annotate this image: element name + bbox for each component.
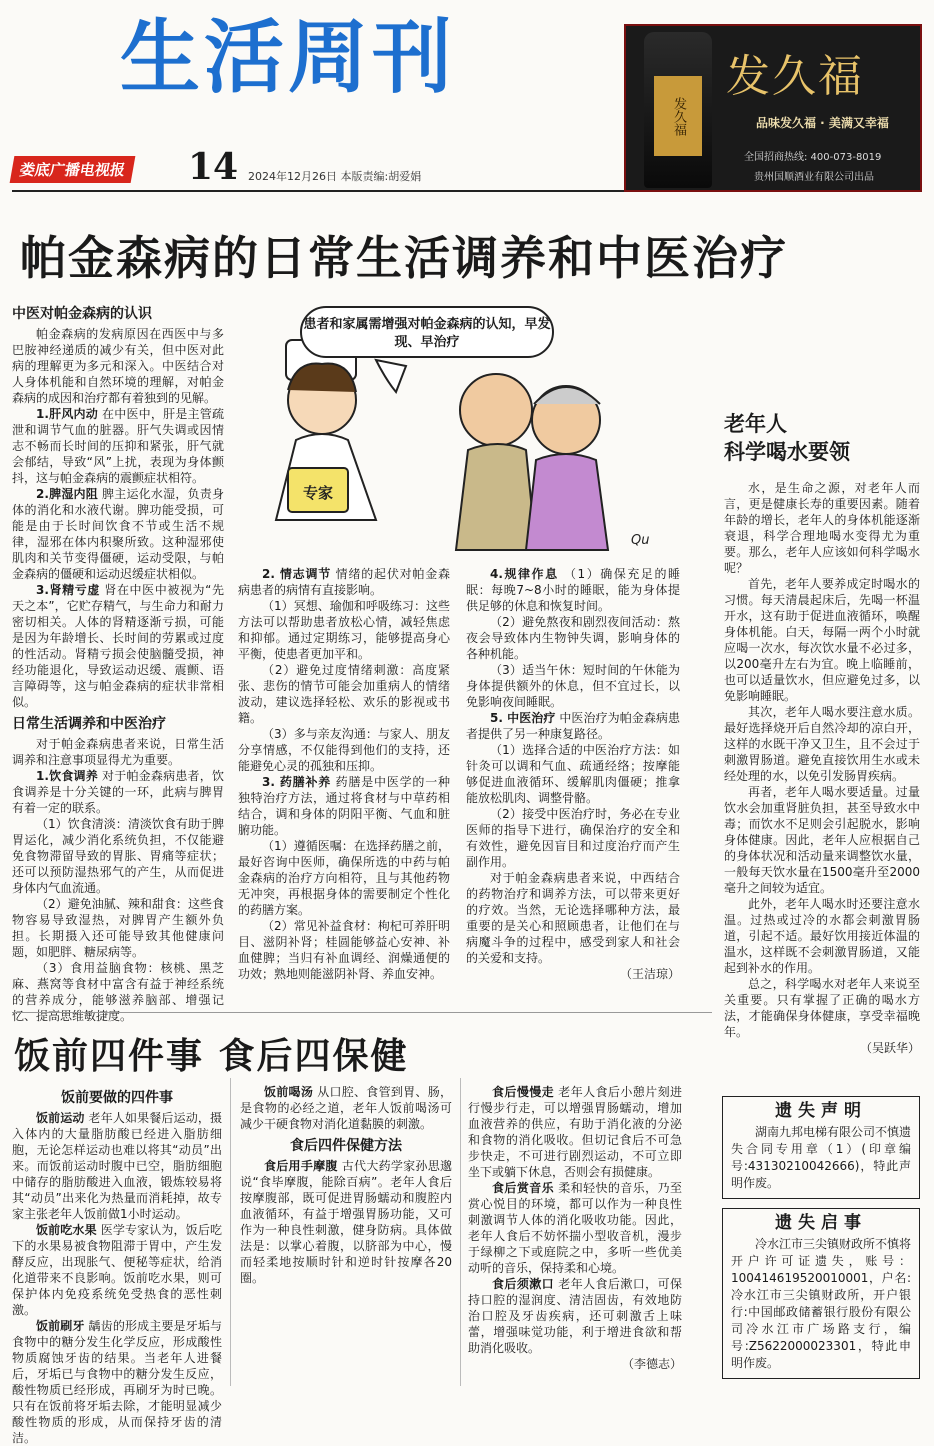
paragraph: 1.饮食调养 对于帕金森病患者，饮食调养是十分关键的一环，此病与脾胃有着一定的联系。 [12,769,224,815]
paragraph: 首先，老年人要养成定时喝水的习惯。每天清晨起床后，先喝一杯温开水，这有助于促进血液循环，唤醒身体机能。白天，每隔一两个小时就应喝一次水，每次饮水量不必过多，以200毫升左右为宜。晚上临睡前，也可以适量饮水，但应避免过多，以免影响睡眠。 [724,577,920,703]
article-headline: 帕金森病的日常生活调养和中医治疗 [20,231,788,285]
article3-byline: （李德志） [621,1357,682,1371]
paragraph: 2.脾湿内阻 脾主运化水湿，负责身体的消化和水液代谢。脾功能受损，可能是由于长时间饮食不节或生活不规律，湿邪在体内积聚所致。这种湿邪使肌肉和关节变得僵硬，运动受限，与帕金森病的僵硬和运动迟缓症状相似。 [12,487,224,581]
notice-title: 遗失声明 [775,1101,867,1121]
expert-sign-label: 专家 [302,484,334,502]
article2-title: 老年人 科学喝水要领 [724,412,850,464]
cartoon-signature: Qu [631,533,650,548]
masthead-title: 生活周刊 [120,11,456,104]
paragraph: （1）遵循医嘱：在选择药膳之前，最好咨询中医师，确保所选的中药与帕金森病的治疗方向相符，且与其他药物无冲突，再根据身体的需要制定个性化的药膳方案。 [238,839,450,917]
article3-column-1 [12,1084,222,1446]
dateline: 2024年12月26日 本版责编:胡爱娟 [248,170,422,183]
paragraph: （2）避免油腻、辣和甜食：这些食物容易导致湿热，对脾胃产生额外负担。长期摄入还可能导致其他健康问题，如肥胖、糖尿病等。 [12,897,224,959]
ad-maker: 贵州国顺酒业有限公司出品 [754,172,874,183]
paragraph: 其次，老年人喝水要注意水质。最好选择烧开后自然冷却的凉白开，这样的水既干净又卫生，且不会过于刺激胃肠道。避免直接饮用生水或未经处理的水，以免引发肠胃疾病。 [724,705,920,783]
article1-column-2 [238,566,450,982]
newspaper-brand: 娄底广播电视报 [10,156,136,183]
paragraph: 对于帕金森病患者来说，日常生活调养和注意事项显得尤为重要。 [12,737,224,767]
column-rule [230,1078,231,1386]
section-heading: 饭前要做的四件事 [61,1090,173,1106]
page-number: 14 [188,146,239,188]
paragraph: 4.规律作息 （1）确保充足的睡眠：每晚7~8小时的睡眠，能为身体提供足够的休息和恢复时间。 [466,567,680,613]
article3-column-2 [240,1084,452,1286]
paragraph: 帕金森病的发病原因在西医中与多巴胺神经递质的减少有关，但中医对此病的理解更为多元和深入。中医结合对人身体机能和自然环境的理解，对帕金森病的成因和治疗都有着独到的见解。 [12,327,224,405]
paragraph: （1）冥想、瑜伽和呼吸练习：这些方法可以帮助患者放松心情，减轻焦虑和抑郁。通过定期练习，能够提高身心平衡，使患者更加平和。 [238,599,450,661]
ad-slogan: 品味发久福 · 美满又幸福 [756,116,889,130]
lost-seal-notice [722,1096,920,1199]
paragraph: 1.肝风内动 在中医中，肝是主管疏泄和调节气血的脏器。肝气失调或因情志不畅而长时间的压抑和紧张，肝气就会郁结，导致“风”上扰，表现为身体颤抖，这与帕金森病的震颤症状相符。 [12,407,224,485]
paragraph: 3. 药膳补养 药膳是中医学的一种独特治疗方法，通过将食材与中草药相结合，调和身体的阴阳平衡、气血和脏腑功能。 [238,775,450,837]
column-rule [460,1078,461,1386]
paragraph: （3）食用益脑食物：核桃、黑芝麻、燕窝等食材中富含有益于神经系统的营养成分，能够滋养脑部、增强记忆、提高思维敏捷度。 [12,961,224,1023]
paragraph: 食后须漱口 老年人食后漱口，可保持口腔的湿润度、清洁固齿，有效地防治口腔及牙齿疾病，还可刺激舌上味蕾，增强味觉功能，利于增进食欲和帮助消化吸收。 [468,1277,682,1355]
article3-column-3 [468,1084,682,1372]
ad-hotline: 全国招商热线: 400-073-8019 [744,152,882,163]
paragraph: 对于帕金森病患者来说，中西结合的药物治疗和调养方法，可以带来更好的疗效。当然，无论选择哪种方法，最重要的是关心和照顾患者，让他们在与病魔斗争的过程中，感受到家人和社会的关爱和支持。 [466,871,680,965]
notice-body: 冷水江市三尖镇财政所不慎将开户许可证遗失，账号：100414619520010001，户名:冷水江市三尖镇财政所，开户银行:中国邮政储蓄银行股份有限公司冷水江市广场路支行，编号:Z5622000023301，特此申明作废。 [731,1237,912,1370]
paragraph: 5. 中医治疗 中医治疗为帕金森病患者提供了另一种康复路径。 [466,711,680,741]
paragraph: （2）避免熬夜和剧烈夜间活动：熬夜会导致体内生物钟失调，影响身体的各种机能。 [466,615,680,661]
paragraph: 再者，老年人喝水要适量。过量饮水会加重肾脏负担，甚至导致水中毒；而饮水不足则会引起脱水，影响身体健康。因此，老年人应根据自己的身体状况和活动量来调整饮水量，一般每天饮水量在1500毫升至2000毫升之间较为适宜。 [724,785,920,895]
notice-body: 湖南九邦电梯有限公司不慎遗失合同专用章（1）(印章编号:43130210042666)，特此声明作废。 [731,1125,912,1190]
section-heading: 食后四件保健方法 [290,1138,402,1154]
paragraph: 食后慢慢走 老年人食后小憩片刻进行慢步行走，可以增强胃肠蠕动，增加血液营养的供应，有助于消化液的分泌和食物的消化吸收。但切记食后不可急步快走，不可进行剧烈运动，不可立即坐下或躺下休息，否则会有损健康。 [468,1085,682,1179]
paragraph: （2）接受中医治疗时，务必在专业医师的指导下进行，确保治疗的安全和有效性，避免因盲目和过度治疗而产生副作用。 [466,807,680,869]
lost-permit-notice [722,1208,920,1379]
paragraph: 2. 情志调节 情绪的起伏对帕金森病患者的病情有直接影响。 [238,567,450,597]
bottle-image [644,32,712,188]
bottle-label: 发久福 [654,76,702,156]
cartoon-speech-bubble: 患者和家属需增强对帕金森病的认知，早发现、早治疗 [300,306,554,358]
paragraph: （1）选择合适的中医治疗方法：如针灸可以调和气血、疏通经络；按摩能够促进血液循环、缓解肌肉僵硬；推拿能放松肌肉、调整骨骼。 [466,743,680,805]
liquor-advertisement [624,24,922,192]
paragraph: 饭前刷牙 龋齿的形成主要是牙垢与食物中的糖分发生化学反应，形成酸性物质腐蚀牙齿的结果。当老年人进餐后，牙垢已与食物中的糖分发生反应，酸性物质已经形成，再刷牙为时已晚。只有在饭前将牙垢去除，才能明显减少酸性物质的形成，从而保持牙齿的清洁。 [12,1319,222,1445]
paragraph: （3）适当午休：短时间的午休能为身体提供额外的休息，但不宜过长，以免影响夜间睡眠。 [466,663,680,709]
paragraph: 饭前喝汤 从口腔、食管到胃、肠，是食物的必经之道，老年人饭前喝汤可减少干硬食物对消化道黏膜的刺激。 [240,1085,452,1131]
paragraph: 总之，科学喝水对老年人来说至关重要。只有掌握了正确的喝水方法，才能确保身体健康，享受幸福晚年。 [724,977,920,1039]
section-heading: 中医对帕金森病的认识 [12,306,152,322]
paragraph: 饭前吃水果 医学专家认为，饭后吃下的水果易被食物阻滞于胃中，产生发酵反应，出现胀气、便秘等症状，给消化道带来不良影响。饭前吃水果，则可保护体内免疫系统免受热食的恶性刺激。 [12,1223,222,1317]
article1-column-3 [466,566,680,982]
paragraph: 食后赏音乐 柔和轻快的音乐，乃至赏心悦目的环境，都可以作为一种良性刺激调节人体的消化吸收功能。因此，老年人食后不妨怀揣小型收音机，漫步于绿柳之下或庭院之中，多听一些优美动听的音乐，保持柔和心境。 [468,1181,682,1275]
article3-headline: 饭前四件事 食后四保健 [14,1036,409,1077]
paragraph: （2）常见补益食材：枸杞可养肝明目、滋阴补肾；桂圆能够益心安神、补血健脾；当归有补血调经、润燥通便的功效；熟地则能滋阴补肾、养血安神。 [238,919,450,981]
article2-byline: （吴跃华） [859,1041,920,1055]
paragraph: 此外，老年人喝水时还要注意水温。过热或过冷的水都会刺激胃肠道，引起不适。最好饮用接近体温的温水，这样既不会刺激胃肠道，又能起到补水的作用。 [724,897,920,975]
article2-body [724,480,920,1056]
paragraph: 3.肾精亏虚 肾在中医中被视为“先天之本”，它贮存精气，与生命力和耐力密切相关。人体的肾精逐渐亏损，可能是因为年龄增长、长时间的劳累或过度的性活动。肾精亏损会使脑髓受损，神经功能退化，导致运动迟缓、震颤、语言障碍等，这与帕金森病的症状非常相似。 [12,583,224,709]
paragraph: （1）饮食清淡：清淡饮食有助于脾胃运化，减少消化系统负担，不仅能避免食物滞留导致的胃胀、胃痛等症状；还可以预防湿热邪气的产生，从而促进身体内气血流通。 [12,817,224,895]
notice-title: 遗失启事 [775,1213,867,1233]
paragraph: （3）多与亲友沟通：与家人、朋友分享情感，不仅能得到他们的支持，还能避免心灵的孤独和压抑。 [238,727,450,773]
paragraph: 水，是生命之源，对老年人而言，更是健康长寿的重要因素。随着年龄的增长，老年人的身体机能逐渐衰退，科学合理地喝水变得尤为重要。那么，老年人应该如何科学喝水呢？ [724,481,920,575]
article1-column-1 [12,300,224,1024]
paragraph: 食后用手摩腹 古代大药学家孙思邈说“食毕摩腹，能除百病”。老年人食后按摩腹部，既可促进胃肠蠕动和腹腔内血液循环，有益于增强胃肠功能，又可作为一种良性刺激，健身防病。具体做法是：以掌心着腹，以脐部为中心，慢而轻柔地按顺时针和逆时针按摩各20圈。 [240,1159,452,1285]
paragraph: （2）避免过度情绪刺激：高度紧张、悲伤的情节可能会加重病人的情绪波动，建议选择轻松、欢乐的影视或书籍。 [238,663,450,725]
section-heading: 日常生活调养和中医治疗 [12,716,166,732]
section-divider [12,1012,712,1013]
ad-title: 发久福 [726,51,864,102]
article1-byline: （王洁琼） [619,967,680,981]
paragraph: 饭前运动 老年人如果餐后运动，摄入体内的大量脂肪酸已经进入脂肪细胞，无论怎样运动也难以将其“动员”出来。而饭前运动时腹中已空，脂肪细胞中储存的脂肪酸进入血液，锻炼较易将其“动员”出来化为热量而消耗掉，故专家主张老年人饭前做1小时运动。 [12,1111,222,1221]
